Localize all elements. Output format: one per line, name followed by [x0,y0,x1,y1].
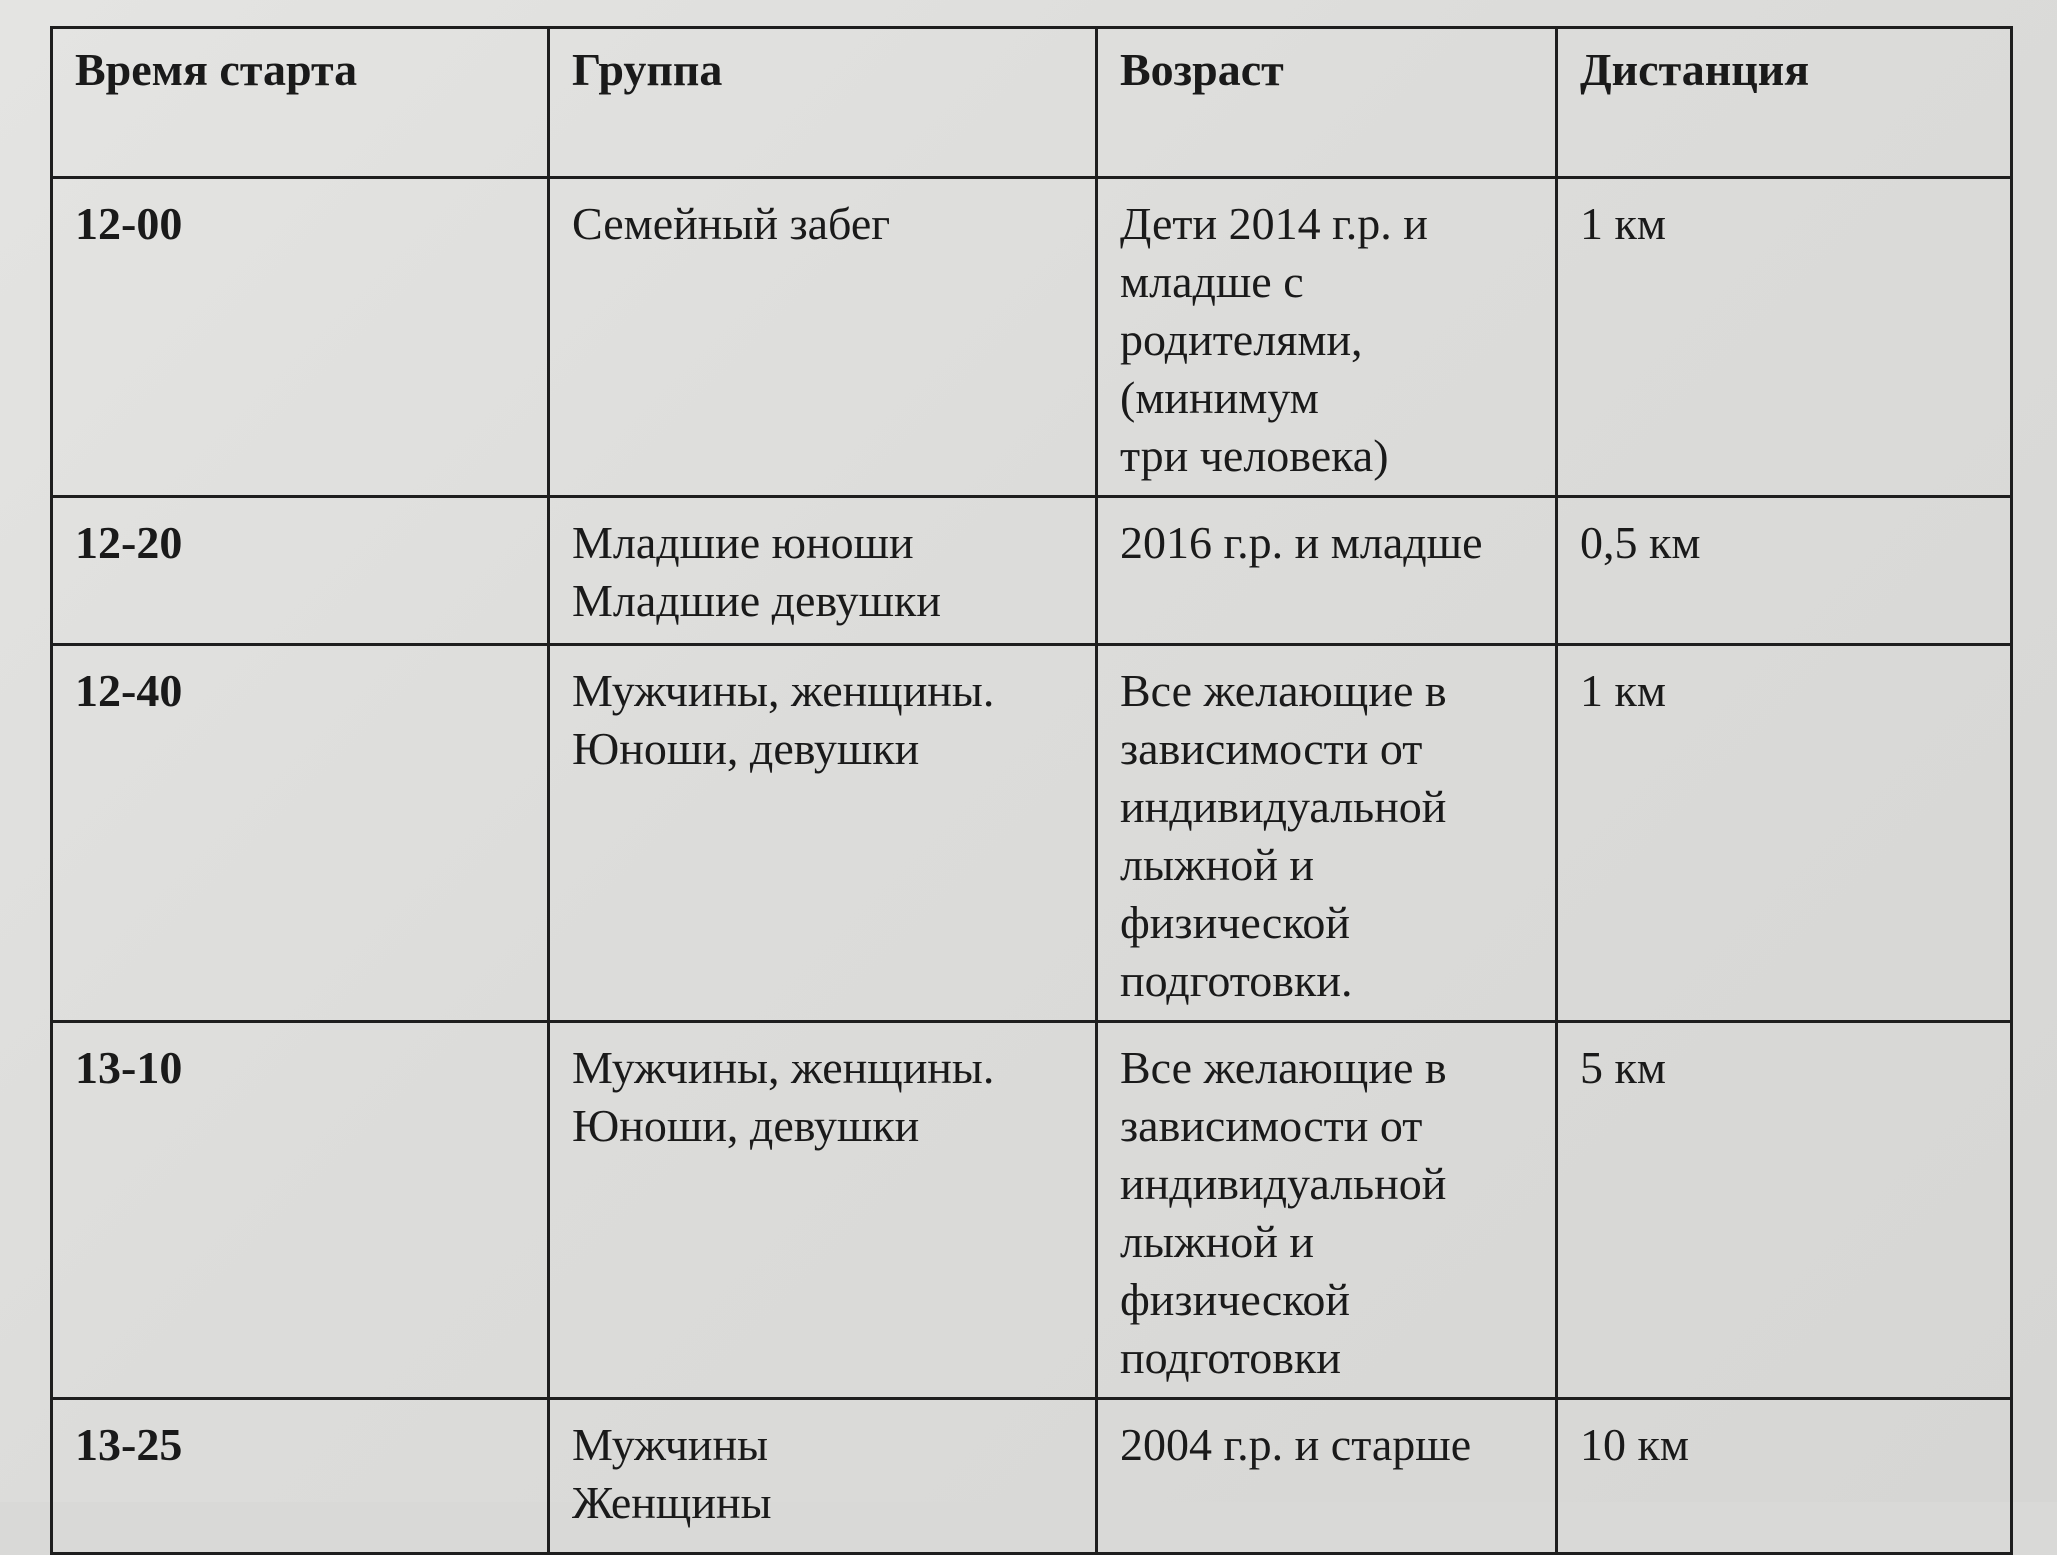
table-row [52,178,2012,497]
cell-group: Мужчины Женщины [549,1399,1097,1554]
table-row [52,645,2012,1022]
header-distance: Дистанция [1557,28,2012,178]
cell-age: Дети 2014 г.р. и младше с родителями, (минимум три человека) [1097,178,1557,497]
cell-start-time: 13-10 [52,1022,549,1399]
cell-group: Младшие юноши Младшие девушки [549,497,1097,645]
header-start-time: Время старта [52,28,549,178]
cell-distance: 5 км [1557,1022,2012,1399]
table-row [52,497,2012,645]
cell-start-time: 13-25 [52,1399,549,1554]
cell-group: Мужчины, женщины. Юноши, девушки [549,1022,1097,1399]
table-row [52,1022,2012,1399]
cell-distance: 1 км [1557,178,2012,497]
cell-distance: 10 км [1557,1399,2012,1554]
start-schedule-table [50,26,2013,1555]
cell-start-time: 12-40 [52,645,549,1022]
cell-age: 2004 г.р. и старше [1097,1399,1557,1554]
cell-group: Семейный забег [549,178,1097,497]
cell-group: Мужчины, женщины. Юноши, девушки [549,645,1097,1022]
cell-age: Все желающие в зависимости от индивидуальной лыжной и физической подготовки [1097,1022,1557,1399]
cell-start-time: 12-20 [52,497,549,645]
header-group: Группа [549,28,1097,178]
cell-distance: 0,5 км [1557,497,2012,645]
header-age: Возраст [1097,28,1557,178]
cell-age: 2016 г.р. и младше [1097,497,1557,645]
table-row [52,1399,2012,1554]
table-header-row [52,28,2012,178]
cell-age: Все желающие в зависимости от индивидуальной лыжной и физической подготовки. [1097,645,1557,1022]
cell-start-time: 12-00 [52,178,549,497]
cell-distance: 1 км [1557,645,2012,1022]
